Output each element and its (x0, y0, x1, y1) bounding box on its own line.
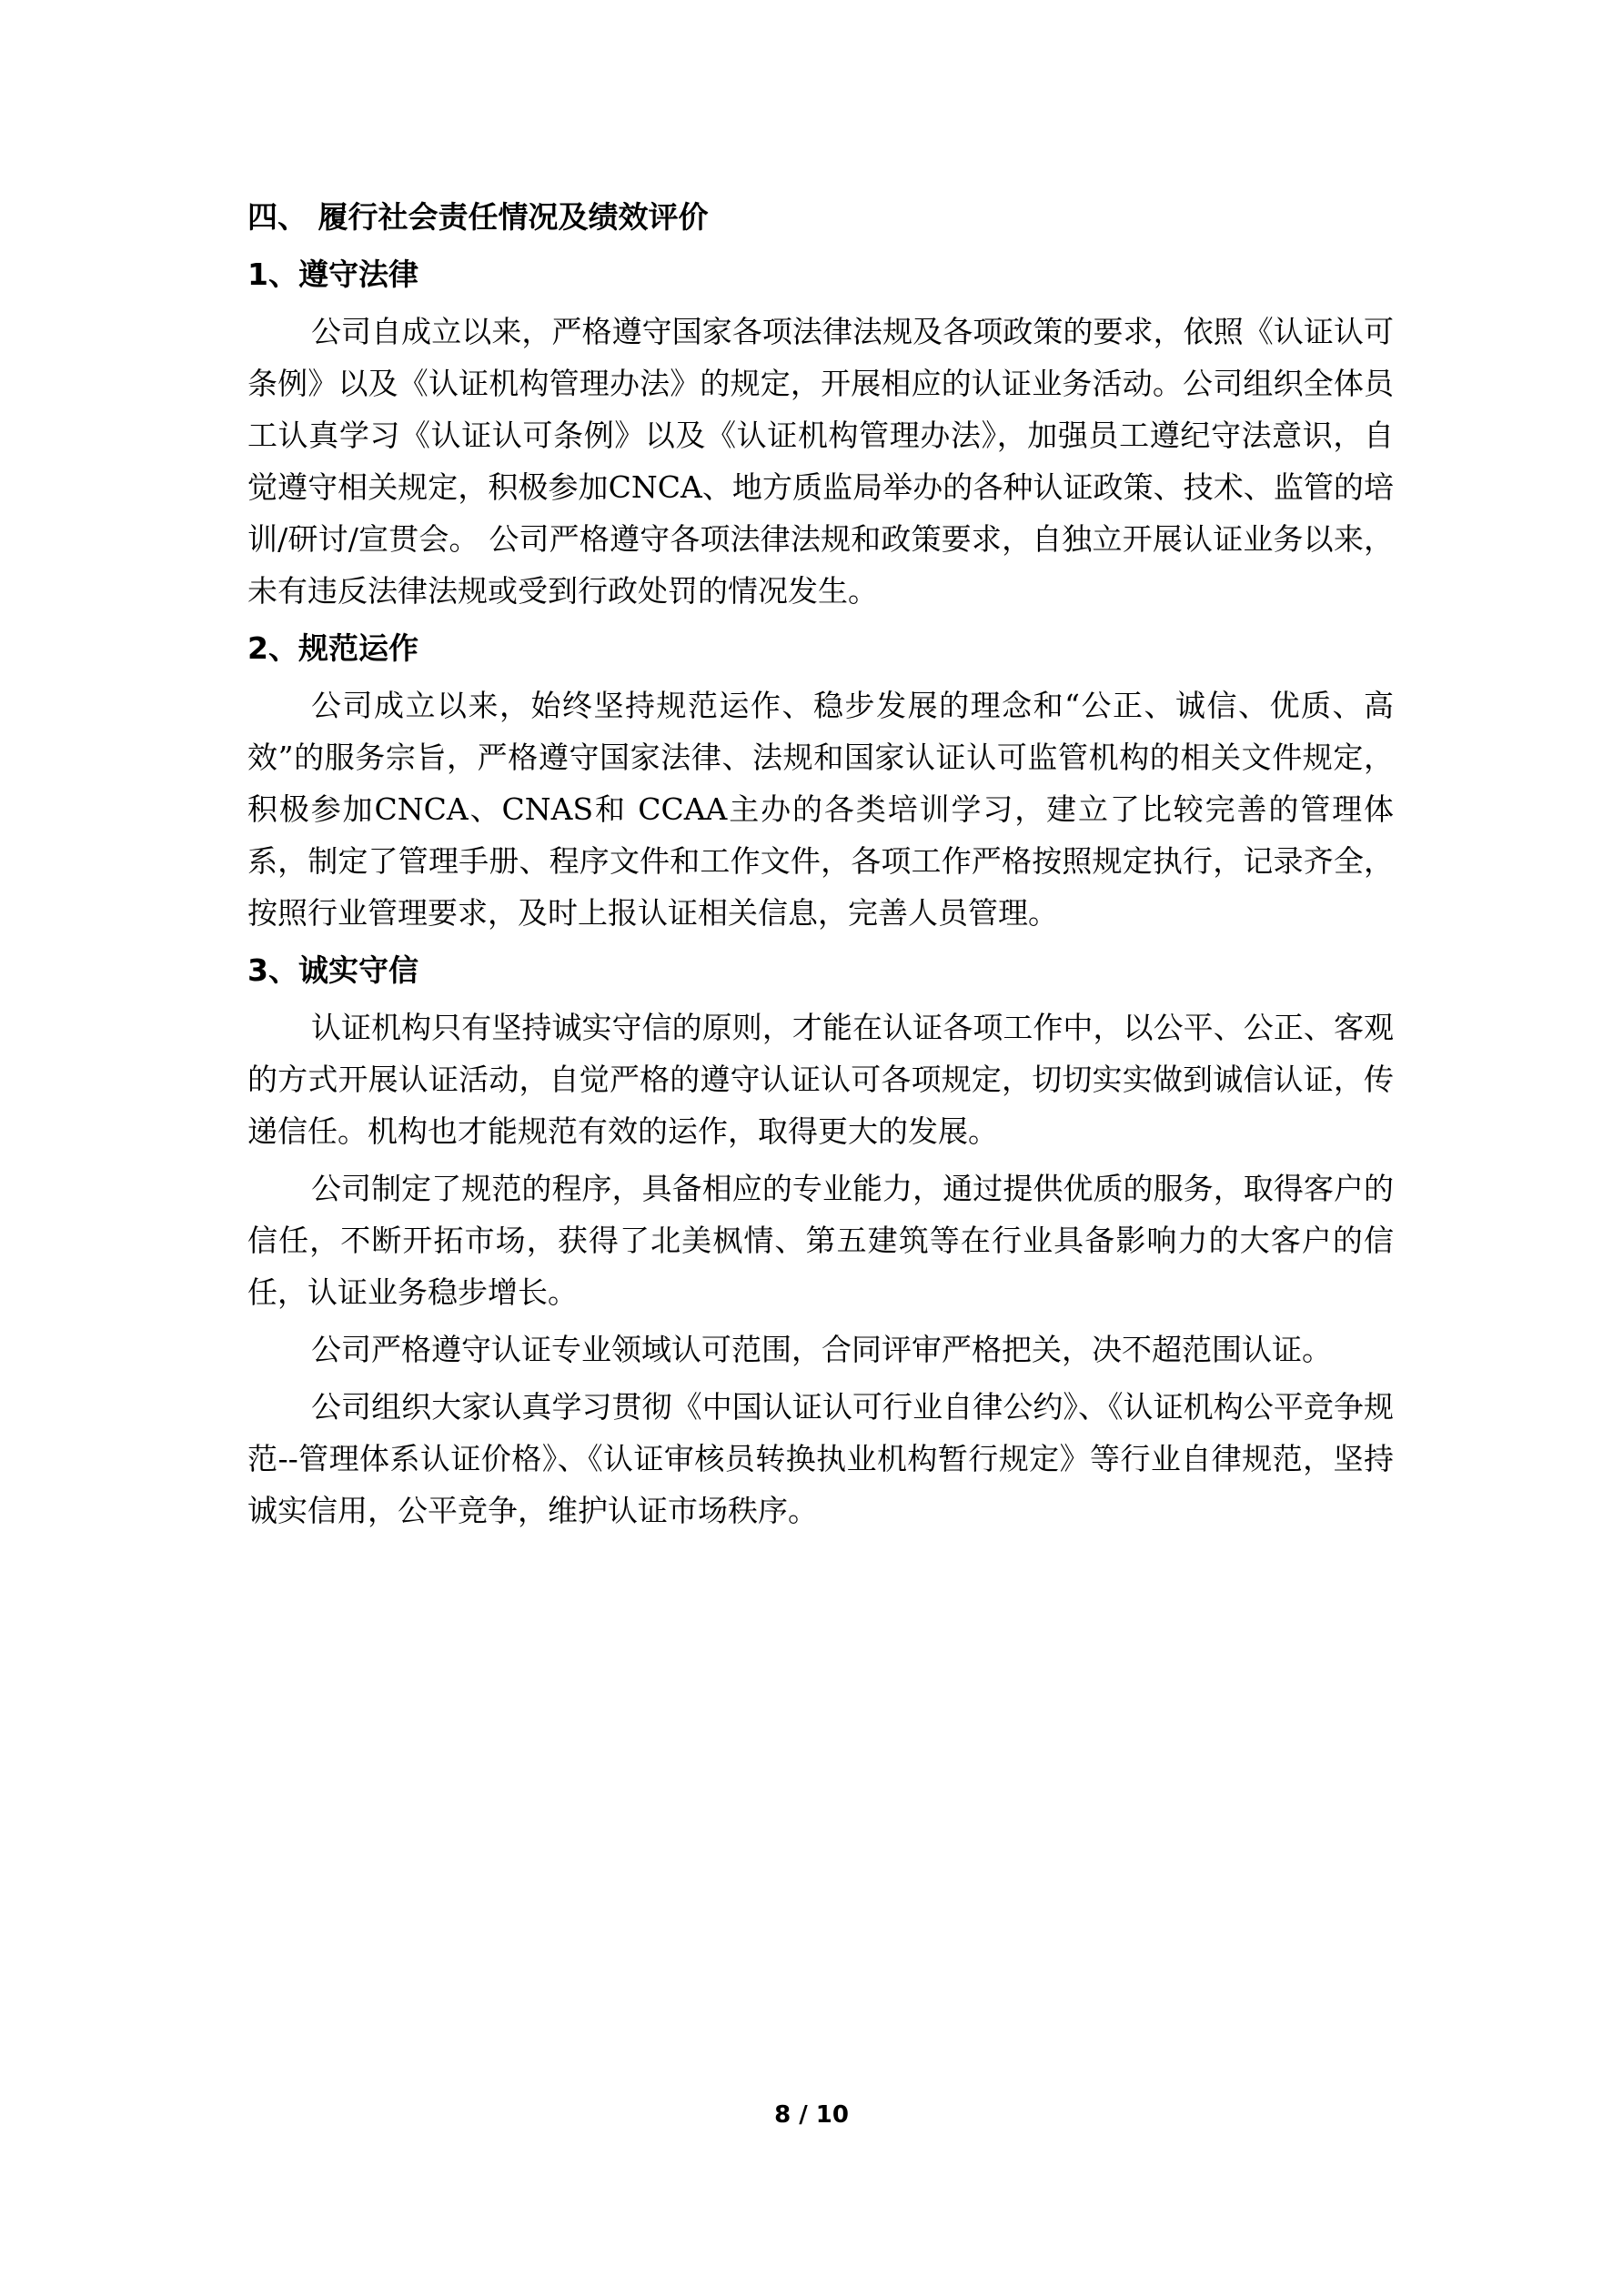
subheading-standard-operation: 2、规范运作 (247, 630, 418, 666)
paragraph: 公司成立以来，始终坚持规范运作、稳步发展的理念和“公正、诚信、优质、高效”的服务宗旨，严格遵守国家法律、法规和国家认证认可监管机构的相关文件规定，积极参加CNCA、CNAS和 CCAA主办的各类培训学习，建立了比较完善的管理体系，制定了管理手册、程序文件和工作文件，各项工作严格按照规定执行，记录齐全，按照行业管理要求，及时上报认证相关信息，完善人员管理。 (247, 688, 1394, 931)
subheading-integrity: 3、诚实守信 (247, 952, 418, 988)
paragraph: 公司组织大家认真学习贯彻《中国认证认可行业自律公约》、《认证机构公平竞争规范--管理体系认证价格》、《认证审核员转换执业机构暂行规定》等行业自律规范，坚持诚实信用，公平竞争，维护认证市场秩序。 (247, 1389, 1394, 1528)
paragraph: 公司自成立以来，严格遵守国家各项法律法规及各项政策的要求，依照《认证认可条例》以及《认证机构管理办法》的规定，开展相应的认证业务活动。公司组织全体员工认真学习《认证认可条例》以及《认证机构管理办法》，加强员工遵纪守法意识，自觉遵守相关规定，积极参加CNCA、地方质监局举办的各种认证政策、技术、监管的培训/研讨/宣贯会。 公司严格遵守各项法律法规和政策要求，自独立开展认证业务以来，未有违反法律法规或受到行政处罚的情况发生。 (247, 314, 1394, 609)
page-number: 8 / 10 (774, 2101, 849, 2129)
section-title: 四、 履行社会责任情况及绩效评价 (247, 199, 709, 235)
section-standard-operation (247, 622, 1394, 939)
section-integrity (247, 944, 1394, 1536)
document-body (247, 191, 1394, 1542)
subheading-compliance: 1、遵守法律 (247, 257, 418, 292)
paragraph: 认证机构只有坚持诚实守信的原则，才能在认证各项工作中，以公平、公正、客观的方式开展认证活动，自觉严格的遵守认证认可各项规定，切切实实做到诚信认证，传递信任。机构也才能规范有效的运作，取得更大的发展。 (247, 1010, 1394, 1149)
section-compliance (247, 248, 1394, 617)
paragraph: 公司严格遵守认证专业领域认可范围，合同评审严格把关，决不超范围认证。 (311, 1332, 1332, 1367)
paragraph: 公司制定了规范的程序，具备相应的专业能力，通过提供优质的服务，取得客户的信任，不断开拓市场，获得了北美枫情、第五建筑等在行业具备影响力的大客户的信任，认证业务稳步增长。 (247, 1171, 1394, 1310)
